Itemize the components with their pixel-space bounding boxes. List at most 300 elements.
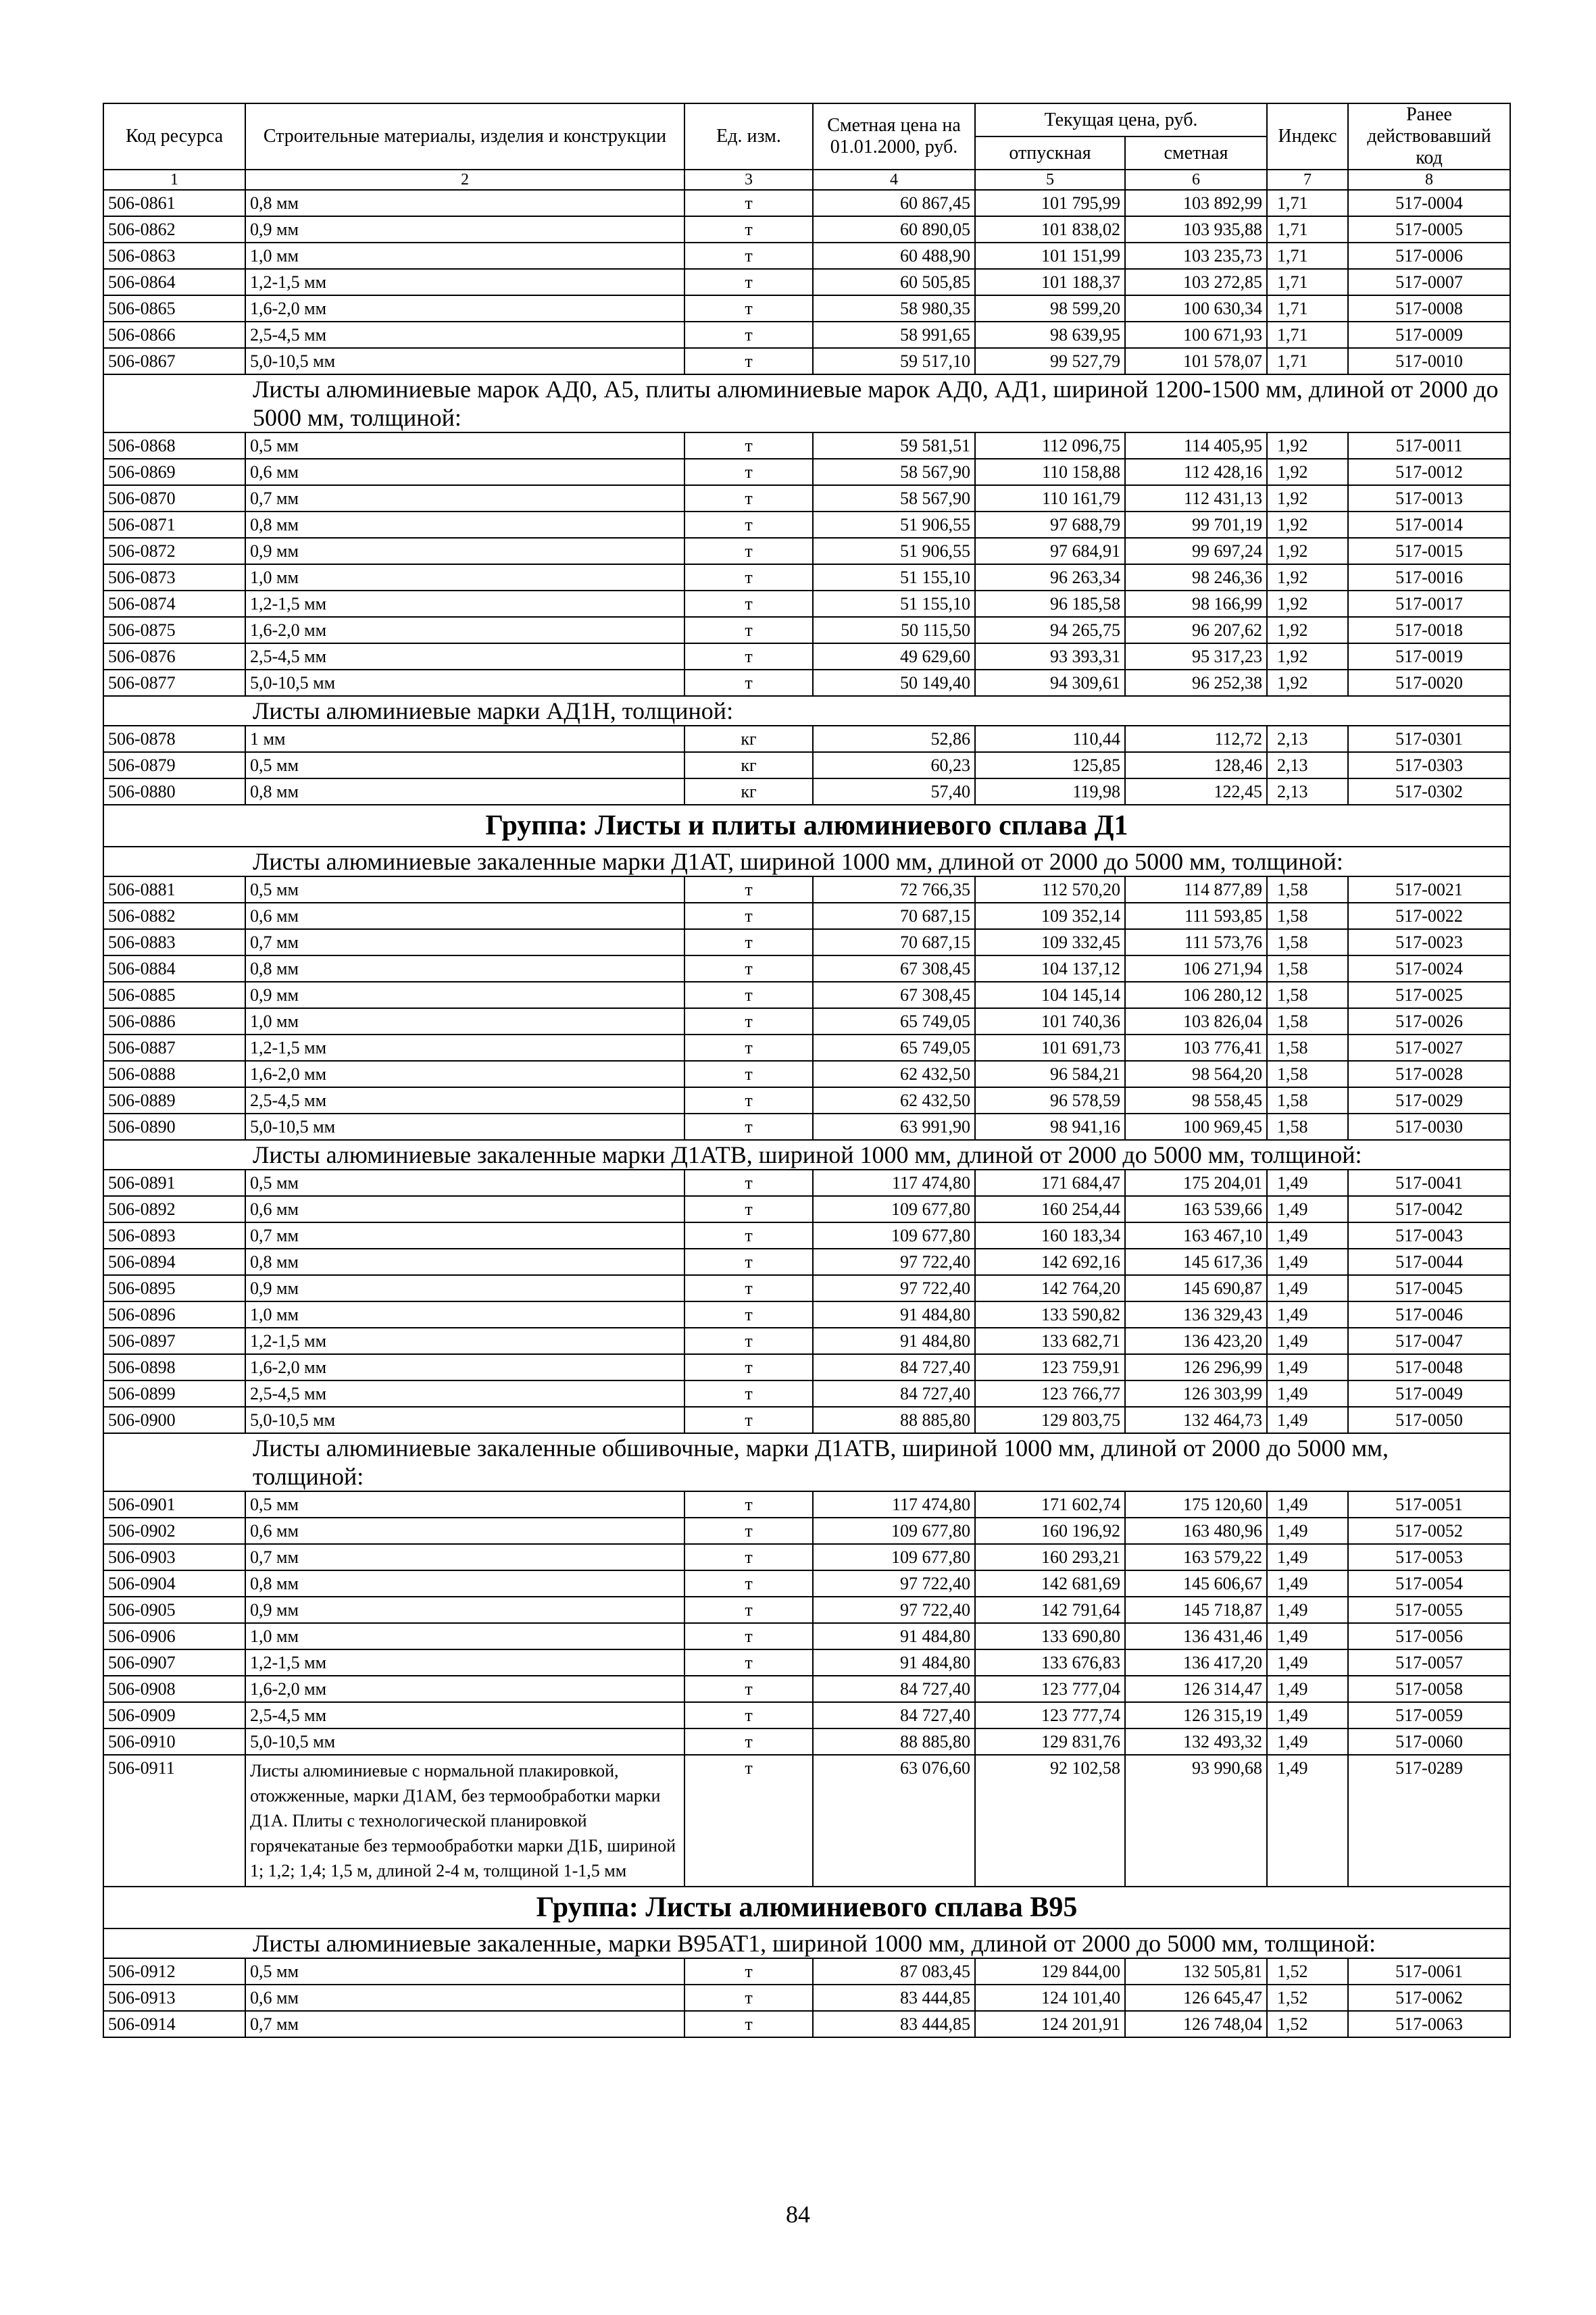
previous-code: 517-0050 <box>1348 1407 1510 1433</box>
material-name: 1,2-1,5 мм <box>245 1328 684 1354</box>
estimate-price: 96 207,62 <box>1125 617 1267 643</box>
resource-code: 506-0910 <box>103 1728 245 1755</box>
estimate-price: 114 877,89 <box>1125 876 1267 903</box>
resource-code: 506-0864 <box>103 269 245 295</box>
estimate-price: 175 120,60 <box>1125 1491 1267 1518</box>
table-row <box>103 1407 1510 1433</box>
estimate-price: 145 718,87 <box>1125 1597 1267 1623</box>
material-name: 0,7 мм <box>245 929 684 955</box>
price-table <box>103 103 1511 2038</box>
release-price: 101 740,36 <box>975 1008 1125 1035</box>
table-row <box>103 2011 1510 2037</box>
base-price: 83 444,85 <box>813 1985 975 2011</box>
unit: т <box>684 538 813 564</box>
release-price: 129 844,00 <box>975 1958 1125 1985</box>
table-row <box>103 216 1510 243</box>
resource-code: 506-0903 <box>103 1544 245 1570</box>
material-name: 0,9 мм <box>245 982 684 1008</box>
table-row <box>103 929 1510 955</box>
release-price: 101 151,99 <box>975 243 1125 269</box>
price-index: 1,49 <box>1267 1249 1348 1275</box>
unit: кг <box>684 752 813 778</box>
previous-code: 517-0049 <box>1348 1380 1510 1407</box>
previous-code: 517-0043 <box>1348 1222 1510 1249</box>
release-price: 104 145,14 <box>975 982 1125 1008</box>
material-name: 0,7 мм <box>245 1544 684 1570</box>
base-price: 58 980,35 <box>813 295 975 322</box>
material-name: 0,6 мм <box>245 1518 684 1544</box>
release-price: 101 838,02 <box>975 216 1125 243</box>
resource-code: 506-0876 <box>103 643 245 670</box>
table-row <box>103 1728 1510 1755</box>
unit: т <box>684 348 813 374</box>
resource-code: 506-0868 <box>103 432 245 459</box>
estimate-price: 100 671,93 <box>1125 322 1267 348</box>
unit: т <box>684 1328 813 1354</box>
estimate-price: 99 697,24 <box>1125 538 1267 564</box>
estimate-price: 103 235,73 <box>1125 243 1267 269</box>
release-price: 123 766,77 <box>975 1380 1125 1407</box>
base-price: 97 722,40 <box>813 1570 975 1597</box>
previous-code: 517-0057 <box>1348 1649 1510 1676</box>
previous-code: 517-0025 <box>1348 982 1510 1008</box>
release-price: 98 639,95 <box>975 322 1125 348</box>
column-number: 6 <box>1125 170 1267 190</box>
unit: т <box>684 485 813 512</box>
release-price: 101 795,99 <box>975 190 1125 216</box>
release-price: 97 688,79 <box>975 512 1125 538</box>
base-price: 50 149,40 <box>813 670 975 696</box>
header-current-price: Текущая цена, руб. <box>975 103 1267 136</box>
release-price: 110,44 <box>975 726 1125 752</box>
price-index: 1,71 <box>1267 295 1348 322</box>
unit: т <box>684 1570 813 1597</box>
previous-code: 517-0014 <box>1348 512 1510 538</box>
material-name: 1,6-2,0 мм <box>245 617 684 643</box>
column-number: 4 <box>813 170 975 190</box>
previous-code: 517-0051 <box>1348 1491 1510 1518</box>
price-sheet <box>103 103 1510 2038</box>
estimate-price: 100 630,34 <box>1125 295 1267 322</box>
release-price: 123 777,04 <box>975 1676 1125 1702</box>
table-row <box>103 752 1510 778</box>
table-row <box>103 1328 1510 1354</box>
material-name: 2,5-4,5 мм <box>245 1702 684 1728</box>
release-price: 109 352,14 <box>975 903 1125 929</box>
release-price: 98 599,20 <box>975 295 1125 322</box>
estimate-price: 132 505,81 <box>1125 1958 1267 1985</box>
resource-code: 506-0898 <box>103 1354 245 1380</box>
unit: т <box>684 929 813 955</box>
release-price: 129 831,76 <box>975 1728 1125 1755</box>
price-index: 1,92 <box>1267 538 1348 564</box>
unit: т <box>684 1728 813 1755</box>
table-row <box>103 1275 1510 1301</box>
resource-code: 506-0885 <box>103 982 245 1008</box>
previous-code: 517-0030 <box>1348 1114 1510 1140</box>
material-name: 1,6-2,0 мм <box>245 295 684 322</box>
unit: т <box>684 1275 813 1301</box>
material-name: 1,6-2,0 мм <box>245 1676 684 1702</box>
price-index: 1,49 <box>1267 1354 1348 1380</box>
base-price: 59 517,10 <box>813 348 975 374</box>
estimate-price: 103 272,85 <box>1125 269 1267 295</box>
estimate-price: 98 166,99 <box>1125 591 1267 617</box>
release-price: 142 764,20 <box>975 1275 1125 1301</box>
previous-code: 517-0048 <box>1348 1354 1510 1380</box>
previous-code: 517-0302 <box>1348 778 1510 805</box>
material-name: 1,0 мм <box>245 1008 684 1035</box>
unit: т <box>684 1985 813 2011</box>
unit: т <box>684 1755 813 1887</box>
base-price: 65 749,05 <box>813 1035 975 1061</box>
price-index: 1,58 <box>1267 929 1348 955</box>
base-price: 60 505,85 <box>813 269 975 295</box>
estimate-price: 100 969,45 <box>1125 1114 1267 1140</box>
price-index: 1,92 <box>1267 459 1348 485</box>
estimate-price: 96 252,38 <box>1125 670 1267 696</box>
previous-code: 517-0012 <box>1348 459 1510 485</box>
base-price: 109 677,80 <box>813 1518 975 1544</box>
estimate-price: 111 573,76 <box>1125 929 1267 955</box>
section-heading: Листы алюминиевые закаленные марки Д1АТ, шириной 1000 мм, длиной от 2000 до 5000 мм, толщиной: <box>103 847 1510 876</box>
estimate-price: 126 748,04 <box>1125 2011 1267 2037</box>
estimate-price: 98 564,20 <box>1125 1061 1267 1087</box>
table-row <box>103 1570 1510 1597</box>
base-price: 63 991,90 <box>813 1114 975 1140</box>
page-number: 84 <box>786 2201 810 2228</box>
release-price: 142 692,16 <box>975 1249 1125 1275</box>
unit: т <box>684 459 813 485</box>
release-price: 93 393,31 <box>975 643 1125 670</box>
table-row <box>103 1985 1510 2011</box>
unit: т <box>684 1676 813 1702</box>
table-row <box>103 432 1510 459</box>
unit: т <box>684 295 813 322</box>
material-name: 1,6-2,0 мм <box>245 1061 684 1087</box>
material-name: 2,5-4,5 мм <box>245 322 684 348</box>
resource-code: 506-0875 <box>103 617 245 643</box>
base-price: 65 749,05 <box>813 1008 975 1035</box>
unit: т <box>684 1407 813 1433</box>
resource-code: 506-0888 <box>103 1061 245 1087</box>
price-index: 1,92 <box>1267 670 1348 696</box>
release-price: 123 777,74 <box>975 1702 1125 1728</box>
price-index: 1,49 <box>1267 1676 1348 1702</box>
base-price: 51 906,55 <box>813 538 975 564</box>
table-row <box>103 1061 1510 1087</box>
estimate-price: 132 464,73 <box>1125 1407 1267 1433</box>
price-index: 1,49 <box>1267 1570 1348 1597</box>
base-price: 63 076,60 <box>813 1755 975 1887</box>
price-index: 1,49 <box>1267 1544 1348 1570</box>
group-heading: Группа: Листы алюминиевого сплава В95 <box>103 1887 1510 1928</box>
estimate-price: 103 826,04 <box>1125 1008 1267 1035</box>
resource-code: 506-0914 <box>103 2011 245 2037</box>
material-name: 0,9 мм <box>245 1597 684 1623</box>
table-row <box>103 1008 1510 1035</box>
material-name: 5,0-10,5 мм <box>245 1114 684 1140</box>
release-price: 133 590,82 <box>975 1301 1125 1328</box>
material-name: 0,9 мм <box>245 538 684 564</box>
material-name: 0,9 мм <box>245 216 684 243</box>
section-heading-row <box>103 1433 1510 1491</box>
previous-code: 517-0028 <box>1348 1061 1510 1087</box>
price-index: 1,58 <box>1267 1035 1348 1061</box>
release-price: 119,98 <box>975 778 1125 805</box>
base-price: 70 687,15 <box>813 903 975 929</box>
resource-code: 506-0894 <box>103 1249 245 1275</box>
base-price: 70 687,15 <box>813 929 975 955</box>
material-name: 0,8 мм <box>245 190 684 216</box>
unit: т <box>684 1544 813 1570</box>
price-index: 1,52 <box>1267 2011 1348 2037</box>
table-row <box>103 955 1510 982</box>
release-price: 133 676,83 <box>975 1649 1125 1676</box>
release-price: 123 759,91 <box>975 1354 1125 1380</box>
base-price: 50 115,50 <box>813 617 975 643</box>
material-name: 1,0 мм <box>245 243 684 269</box>
resource-code: 506-0872 <box>103 538 245 564</box>
material-name: 0,6 мм <box>245 1196 684 1222</box>
base-price: 91 484,80 <box>813 1301 975 1328</box>
base-price: 60,23 <box>813 752 975 778</box>
table-row <box>103 1249 1510 1275</box>
material-name: 1,2-1,5 мм <box>245 269 684 295</box>
price-index: 1,71 <box>1267 269 1348 295</box>
release-price: 96 263,34 <box>975 564 1125 591</box>
unit: т <box>684 432 813 459</box>
resource-code: 506-0870 <box>103 485 245 512</box>
previous-code: 517-0289 <box>1348 1755 1510 1887</box>
resource-code: 506-0911 <box>103 1755 245 1887</box>
price-index: 1,58 <box>1267 1061 1348 1087</box>
release-price: 98 941,16 <box>975 1114 1125 1140</box>
table-row <box>103 1676 1510 1702</box>
base-price: 62 432,50 <box>813 1087 975 1114</box>
release-price: 129 803,75 <box>975 1407 1125 1433</box>
material-name: 0,8 мм <box>245 1570 684 1597</box>
unit: т <box>684 1380 813 1407</box>
resource-code: 506-0873 <box>103 564 245 591</box>
estimate-price: 93 990,68 <box>1125 1755 1267 1887</box>
resource-code: 506-0909 <box>103 1702 245 1728</box>
base-price: 51 906,55 <box>813 512 975 538</box>
base-price: 84 727,40 <box>813 1354 975 1380</box>
section-heading-row <box>103 696 1510 726</box>
header-column-numbers <box>103 170 1510 190</box>
unit: т <box>684 1597 813 1623</box>
unit: т <box>684 1623 813 1649</box>
price-index: 1,49 <box>1267 1623 1348 1649</box>
release-price: 109 332,45 <box>975 929 1125 955</box>
estimate-price: 112,72 <box>1125 726 1267 752</box>
previous-code: 517-0005 <box>1348 216 1510 243</box>
material-name: 1,0 мм <box>245 564 684 591</box>
previous-code: 517-0024 <box>1348 955 1510 982</box>
unit: т <box>684 617 813 643</box>
price-index: 1,71 <box>1267 216 1348 243</box>
header-name: Строительные материалы, изделия и конструкции <box>245 103 684 170</box>
base-price: 67 308,45 <box>813 955 975 982</box>
unit: кг <box>684 726 813 752</box>
table-row <box>103 243 1510 269</box>
base-price: 88 885,80 <box>813 1728 975 1755</box>
previous-code: 517-0021 <box>1348 876 1510 903</box>
material-name: 1,2-1,5 мм <box>245 1035 684 1061</box>
release-price: 99 527,79 <box>975 348 1125 374</box>
material-name: 0,5 мм <box>245 1170 684 1196</box>
base-price: 58 567,90 <box>813 459 975 485</box>
table-row <box>103 1518 1510 1544</box>
previous-code: 517-0006 <box>1348 243 1510 269</box>
material-name: 0,7 мм <box>245 1222 684 1249</box>
estimate-price: 111 593,85 <box>1125 903 1267 929</box>
estimate-price: 163 539,66 <box>1125 1196 1267 1222</box>
base-price: 91 484,80 <box>813 1623 975 1649</box>
material-name: 1,2-1,5 мм <box>245 1649 684 1676</box>
release-price: 97 684,91 <box>975 538 1125 564</box>
release-price: 112 570,20 <box>975 876 1125 903</box>
table-row <box>103 1597 1510 1623</box>
header-current-release: отпускная <box>975 136 1125 170</box>
estimate-price: 136 431,46 <box>1125 1623 1267 1649</box>
material-name: 2,5-4,5 мм <box>245 1380 684 1407</box>
previous-code: 517-0061 <box>1348 1958 1510 1985</box>
table-row <box>103 1301 1510 1328</box>
table-row <box>103 1702 1510 1728</box>
material-name: 5,0-10,5 мм <box>245 1728 684 1755</box>
estimate-price: 126 303,99 <box>1125 1380 1267 1407</box>
release-price: 142 681,69 <box>975 1570 1125 1597</box>
resource-code: 506-0882 <box>103 903 245 929</box>
table-row <box>103 1755 1510 1887</box>
base-price: 83 444,85 <box>813 2011 975 2037</box>
estimate-price: 163 467,10 <box>1125 1222 1267 1249</box>
unit: т <box>684 1087 813 1114</box>
estimate-price: 145 606,67 <box>1125 1570 1267 1597</box>
section-heading-row <box>103 1928 1510 1958</box>
price-index: 1,49 <box>1267 1328 1348 1354</box>
price-index: 1,71 <box>1267 190 1348 216</box>
resource-code: 506-0886 <box>103 1008 245 1035</box>
unit: т <box>684 1222 813 1249</box>
material-name: 5,0-10,5 мм <box>245 1407 684 1433</box>
estimate-price: 99 701,19 <box>1125 512 1267 538</box>
table-row <box>103 538 1510 564</box>
price-index: 1,92 <box>1267 617 1348 643</box>
unit: т <box>684 564 813 591</box>
resource-code: 506-0862 <box>103 216 245 243</box>
resource-code: 506-0907 <box>103 1649 245 1676</box>
release-price: 171 684,47 <box>975 1170 1125 1196</box>
price-index: 1,52 <box>1267 1985 1348 2011</box>
previous-code: 517-0062 <box>1348 1985 1510 2011</box>
resource-code: 506-0861 <box>103 190 245 216</box>
base-price: 91 484,80 <box>813 1649 975 1676</box>
estimate-price: 163 579,22 <box>1125 1544 1267 1570</box>
base-price: 60 867,45 <box>813 190 975 216</box>
material-name: 5,0-10,5 мм <box>245 348 684 374</box>
resource-code: 506-0891 <box>103 1170 245 1196</box>
unit: т <box>684 982 813 1008</box>
previous-code: 517-0303 <box>1348 752 1510 778</box>
previous-code: 517-0029 <box>1348 1087 1510 1114</box>
material-name: 1,2-1,5 мм <box>245 591 684 617</box>
column-number: 2 <box>245 170 684 190</box>
table-row <box>103 190 1510 216</box>
header-code: Код ресурса <box>103 103 245 170</box>
resource-code: 506-0913 <box>103 1985 245 2011</box>
table-row <box>103 1649 1510 1676</box>
release-price: 94 309,61 <box>975 670 1125 696</box>
material-name: 0,8 мм <box>245 778 684 805</box>
price-index: 1,92 <box>1267 643 1348 670</box>
material-name: 1,6-2,0 мм <box>245 1354 684 1380</box>
resource-code: 506-0892 <box>103 1196 245 1222</box>
group-heading-row <box>103 805 1510 847</box>
previous-code: 517-0045 <box>1348 1275 1510 1301</box>
base-price: 52,86 <box>813 726 975 752</box>
estimate-price: 136 329,43 <box>1125 1301 1267 1328</box>
header-base-price: Сметная цена на 01.01.2000, руб. <box>813 103 975 170</box>
resource-code: 506-0896 <box>103 1301 245 1328</box>
release-price: 96 185,58 <box>975 591 1125 617</box>
estimate-price: 103 935,88 <box>1125 216 1267 243</box>
price-index: 1,49 <box>1267 1275 1348 1301</box>
estimate-price: 175 204,01 <box>1125 1170 1267 1196</box>
estimate-price: 136 423,20 <box>1125 1328 1267 1354</box>
previous-code: 517-0058 <box>1348 1676 1510 1702</box>
unit: т <box>684 1301 813 1328</box>
previous-code: 517-0301 <box>1348 726 1510 752</box>
price-index: 1,71 <box>1267 322 1348 348</box>
unit: т <box>684 1196 813 1222</box>
release-price: 124 201,91 <box>975 2011 1125 2037</box>
material-name: 2,5-4,5 мм <box>245 643 684 670</box>
estimate-price: 103 892,99 <box>1125 190 1267 216</box>
base-price: 72 766,35 <box>813 876 975 903</box>
estimate-price: 106 280,12 <box>1125 982 1267 1008</box>
base-price: 87 083,45 <box>813 1958 975 1985</box>
unit: т <box>684 1518 813 1544</box>
previous-code: 517-0054 <box>1348 1570 1510 1597</box>
estimate-price: 103 776,41 <box>1125 1035 1267 1061</box>
resource-code: 506-0897 <box>103 1328 245 1354</box>
price-index: 1,49 <box>1267 1301 1348 1328</box>
table-row <box>103 1623 1510 1649</box>
group-heading: Группа: Листы и плиты алюминиевого сплава Д1 <box>103 805 1510 847</box>
material-name: 0,6 мм <box>245 459 684 485</box>
base-price: 97 722,40 <box>813 1275 975 1301</box>
section-heading-row <box>103 847 1510 876</box>
release-price: 125,85 <box>975 752 1125 778</box>
price-index: 1,58 <box>1267 903 1348 929</box>
release-price: 104 137,12 <box>975 955 1125 982</box>
previous-code: 517-0042 <box>1348 1196 1510 1222</box>
table-row <box>103 982 1510 1008</box>
price-index: 1,58 <box>1267 1114 1348 1140</box>
estimate-price: 132 493,32 <box>1125 1728 1267 1755</box>
base-price: 58 991,65 <box>813 322 975 348</box>
unit: т <box>684 190 813 216</box>
material-name: 0,5 мм <box>245 876 684 903</box>
material-name: 0,5 мм <box>245 752 684 778</box>
section-heading: Листы алюминиевые закаленные обшивочные, марки Д1АТВ, шириной 1000 мм, длиной от 2000 до 5000 мм, толщиной: <box>103 1433 1510 1491</box>
material-name: 0,5 мм <box>245 1491 684 1518</box>
base-price: 109 677,80 <box>813 1544 975 1570</box>
base-price: 117 474,80 <box>813 1491 975 1518</box>
